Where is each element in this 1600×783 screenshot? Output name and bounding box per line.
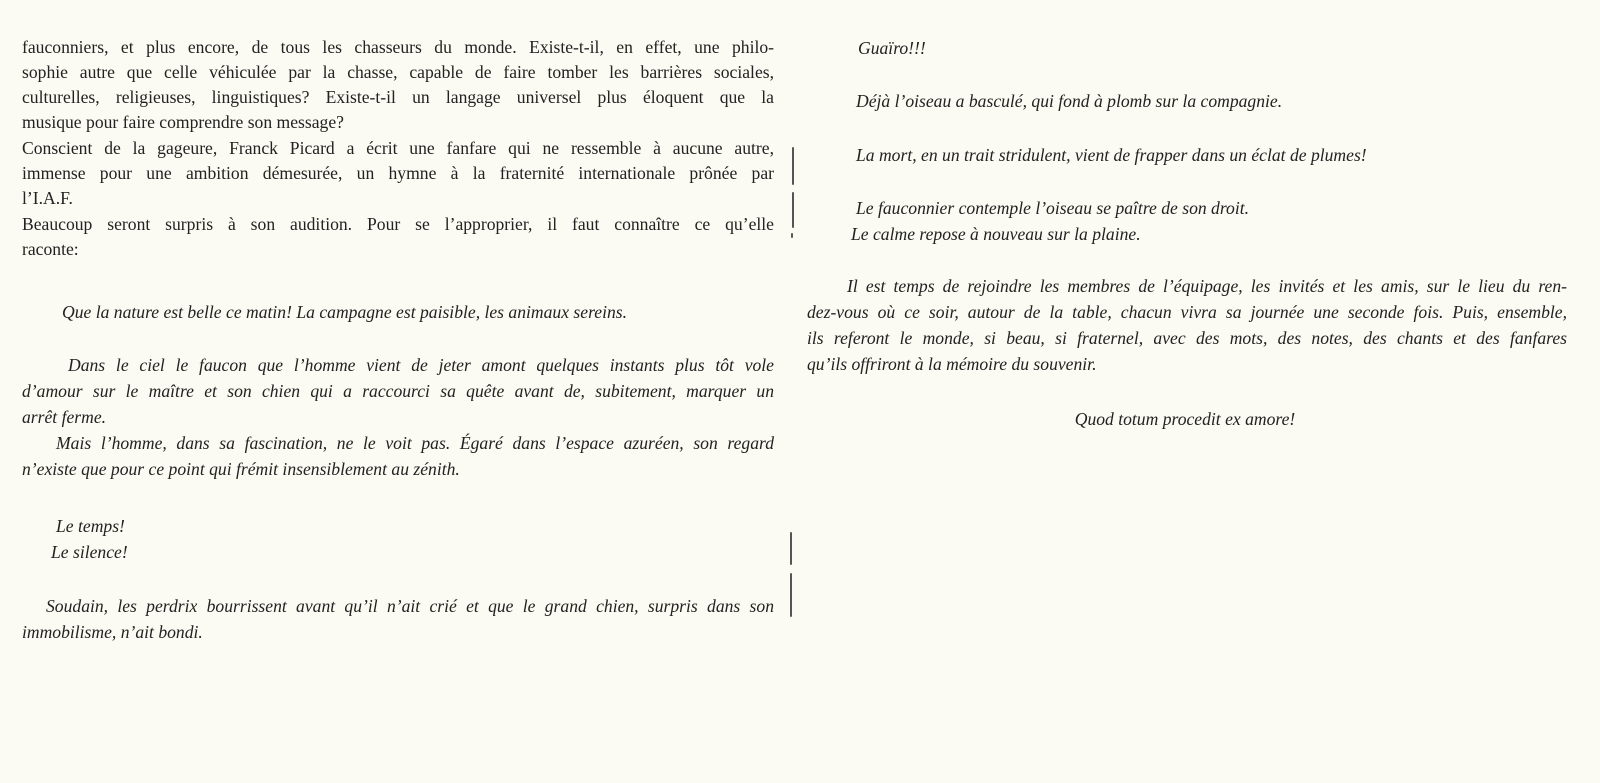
intro-line: immense pour une ambition démesurée, un hymne à la fraternité internationale prônée par [22, 163, 774, 183]
intro-line: Beaucoup seront surpris à son audition. Pour se l’approprier, il faut connaître ce qu’elle [22, 214, 774, 234]
intro-line: sophie autre que celle véhiculée par la chasse, capable de faire tomber les barrières sociales, [22, 62, 774, 82]
story-line: Soudain, les perdrix bourrissent avant qu’il n’ait crié et que le grand chien, surpris dans son [46, 596, 774, 616]
margin-mark [790, 573, 792, 617]
intro-line: culturelles, religieuses, linguistiques? Existe-t-il un langage universel plus éloquent que la [22, 87, 774, 107]
story-line: qu’ils offriront à la mémoire du souvenir. [807, 354, 1097, 374]
story-line: n’existe que pour ce point qui frémit insensiblement au zénith. [22, 459, 460, 479]
margin-mark [792, 192, 794, 228]
margin-mark [791, 233, 793, 238]
story-line: d’amour sur le maître et son chien qui a raccourci sa quête avant de, subitement, marquer un [22, 381, 774, 401]
story-line: Il est temps de rejoindre les membres de l’équipage, les invités et les amis, sur le lieu du ren- [847, 276, 1567, 296]
story-line: Le temps! [56, 516, 125, 536]
story-line: Dans le ciel le faucon que l’homme vient de jeter amont quelques instants plus tôt vole [68, 355, 774, 375]
story-line: arrêt ferme. [22, 407, 107, 427]
story-line: Déjà l’oiseau a basculé, qui fond à plomb sur la compagnie. [856, 91, 1283, 111]
intro-line: fauconniers, et plus encore, de tous les chasseurs du monde. Existe-t-il, en effet, une philo- [22, 37, 774, 57]
story-line: ils referont le monde, si beau, si fraternel, avec des mots, des notes, des chants et des fanfares [807, 328, 1567, 348]
closing-motto: Quod totum procedit ex amore! [1074, 409, 1296, 429]
intro-line: musique pour faire comprendre son message? [22, 112, 344, 132]
story-line: immobilisme, n’ait bondi. [22, 622, 203, 642]
story-line: dez-vous où ce soir, autour de la table, chacun vivra sa journée une seconde fois. Puis, ensemble, [807, 302, 1567, 322]
intro-line: raconte: [22, 239, 79, 259]
intro-line: l’I.A.F. [22, 188, 73, 208]
right-page [800, 0, 1600, 783]
story-line: Le silence! [51, 542, 128, 562]
story-line: Le calme repose à nouveau sur la plaine. [851, 224, 1141, 244]
story-line: Guaïro!!! [858, 38, 926, 58]
margin-mark [790, 532, 792, 565]
story-line: La mort, en un trait stridulent, vient de frapper dans un éclat de plumes! [856, 145, 1367, 165]
margin-mark [792, 147, 794, 185]
story-line: Que la nature est belle ce matin! La campagne est paisible, les animaux sereins. [62, 302, 628, 322]
intro-line: Conscient de la gageure, Franck Picard a écrit une fanfare qui ne ressemble à aucune autre, [22, 138, 774, 158]
story-line: Mais l’homme, dans sa fascination, ne le voit pas. Égaré dans l’espace azuréen, son regard [56, 433, 774, 453]
story-line: Le fauconnier contemple l’oiseau se paître de son droit. [856, 198, 1250, 218]
